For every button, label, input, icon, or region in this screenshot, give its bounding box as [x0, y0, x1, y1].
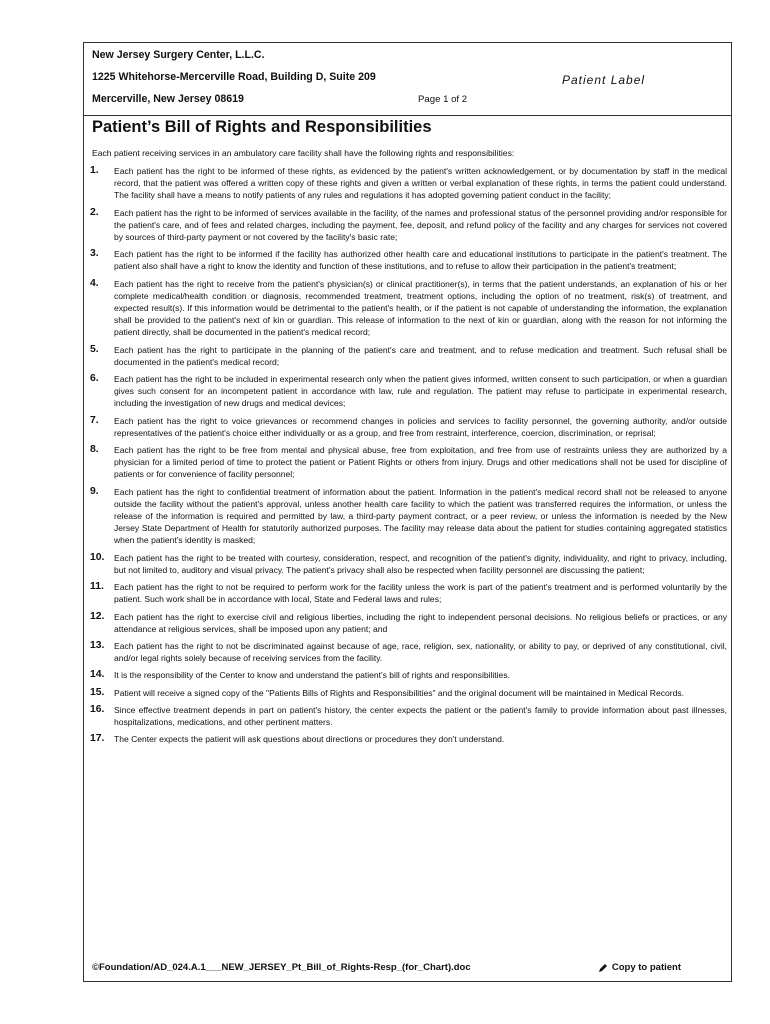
list-item-number: 14.	[90, 669, 105, 681]
list-item	[90, 704, 727, 728]
org-city: Mercerville, New Jersey 08619	[92, 93, 244, 105]
org-name: New Jersey Surgery Center, L.L.C.	[92, 49, 265, 61]
list-item-text: Each patient has the right to voice grievances or recommend changes in policies and services to facility personnel, the governing authority, and/or outside representatives of the patient's choice either individually or as a group, and free from restraint, interference, coercion, discrimination, or reprisal;	[114, 415, 727, 438]
list-item	[90, 669, 727, 681]
list-item-number: 12.	[90, 610, 105, 622]
list-item-number: 1.	[90, 165, 99, 176]
list-item-number: 16.	[90, 703, 105, 715]
list-item-number: 8.	[90, 444, 99, 456]
list-item	[90, 581, 727, 605]
list-item-text: Each patient has the right to participate in the planning of the patient's care and treatment, and to refuse medication and treatment. Such refusal shall be documented in the patient's medical record;	[114, 344, 727, 367]
list-item-number: 15.	[90, 686, 105, 698]
list-item	[90, 444, 727, 481]
rights-list	[90, 165, 727, 750]
patient-label: Patient Label	[562, 73, 646, 87]
list-item-text: Each patient has the right to be treated with courtesy, consideration, respect, and recognition of the patient's dignity, individuality, and right to privacy, including, but not limited to, auditory and visual privacy. The patient's privacy shall also be respected when facility personnel are discussing the patient;	[114, 552, 727, 575]
list-item-text: It is the responsibility of the Center to know and understand the patient's bill of rights and responsibilities.	[114, 670, 510, 681]
list-item	[90, 486, 727, 547]
list-item-text: Patient will receive a signed copy of the "Patients Bills of Rights and Responsibilities" and the original document will be maintained in Medical Records.	[114, 687, 684, 698]
list-item-text: Each patient has the right to not be required to perform work for the facility unless the work is part of the patient's treatment and is performed voluntarily by the patient. Such work shall be in accordance with local, State and Federal laws and rules;	[114, 582, 727, 605]
list-item	[90, 552, 727, 576]
document-page	[83, 42, 732, 982]
list-item-number: 17.	[90, 733, 105, 745]
list-item-number: 3.	[90, 248, 99, 260]
footer-copy	[598, 962, 681, 973]
list-item-text: Each patient has the right to be informed if the facility has authorized other health care and educational institutions to participate in the patient's treatment. The patient also shall have a right to know the identity and function of these institutions, and to refuse to allow their participation in the patient's treatment;	[114, 249, 727, 272]
list-item-text: Each patient has the right to confidential treatment of information about the patient. Information in the patient's medical record shall not be released to anyone outside the facility without the patient's approval, unless another health care facility to which the patient was transferred requires the information, or unless the release of the information is required and permitted by law, a third-party payment contract, or a peer review, or unless the information is needed by the New Jersey State Department of Health for statutorily authorized purposes. The facility may release data about the patient for studies containing aggregated statistics when the patient's identity is masked;	[114, 486, 727, 546]
list-item	[90, 640, 727, 664]
list-item-number: 11.	[90, 581, 104, 593]
page-number: Page 1 of 2	[418, 94, 468, 105]
list-item-number: 10.	[90, 551, 105, 563]
list-item	[90, 373, 727, 410]
list-item-text: Each patient has the right to be informed of these rights, as evidenced by the patient's written acknowledgement, or by documentation by staff in the medical record, that the patient was offered a written copy of these rights and given a written or verbal explanation of these rights, in terms the patient could understand. The facility shall have a means to notify patients of any rules and regulations it has adopted governing patient conduct in the facility;	[114, 166, 727, 201]
list-item-text: Each patient has the right to exercise civil and religious liberties, including the right to independent personal decisions. No religious beliefs or practices, or any attendance at religious services, shall be imposed upon any patient; and	[114, 611, 727, 634]
document-header	[84, 43, 731, 116]
list-item-number: 13.	[90, 639, 105, 651]
list-item	[90, 344, 727, 368]
list-item-text: Since effective treatment depends in part on patient's history, the center expects the patient or the patient's family to provide information about past illnesses, hospitalizations, medications, and other pertinent matters.	[114, 704, 727, 727]
intro-text: Each patient receiving services in an ambulatory care facility shall have the following rights and responsibilities:	[92, 148, 515, 158]
list-item-text: Each patient has the right to be free from mental and physical abuse, free from exploitation, and free from use of restraints unless they are authorized by a physician for a limited period of time to protect the patient or Patient Rights or others from injury. Drugs and other medications shall not be used for discipline of patients or for convenience of facility personnel;	[114, 445, 727, 480]
list-item-text: Each patient has the right to receive from the patient's physician(s) or clinical practitioner(s), in terms that the patient understands, an explanation of his or her complete medical/health condition or diagnosis, recommended treatment, treatment options, including the option of no treatment, risk(s) of treatment, and expected result(s). If this information would be detrimental to the patient's health, or if the patient is not capable of understanding the information, the explanation shall be provided to the patient's next of kin or guardian. This release of information to the next of kin or guardian, along with the reason for not informing the patient directly, shall be documented in the patient's medical record;	[114, 278, 727, 338]
list-item	[90, 278, 727, 339]
list-item-number: 6.	[90, 373, 99, 385]
list-item	[90, 611, 727, 635]
list-item	[90, 733, 727, 745]
list-item-text: Each patient has the right to not be discriminated against because of age, race, religion, sex, nationality, or ability to pay, or deprived of any constitutional, civil, and/or legal rights solely because of receiving services from the facility.	[114, 640, 727, 664]
list-item-text: The Center expects the patient will ask questions about directions or procedures they don't understand.	[114, 734, 505, 745]
list-item-number: 2.	[90, 206, 99, 218]
list-item	[90, 687, 727, 699]
pencil-icon	[598, 963, 608, 973]
page-title: Patient’s Bill of Rights and Responsibilities	[92, 118, 432, 136]
list-item	[90, 207, 727, 244]
list-item-number: 7.	[90, 414, 99, 426]
list-item	[90, 248, 727, 272]
list-item	[90, 415, 727, 439]
list-item	[90, 165, 727, 202]
org-address: 1225 Whitehorse-Mercerville Road, Building D, Suite 209	[92, 71, 376, 83]
list-item-text: Each patient has the right to be included in experimental research only when the patient gives informed, written consent to such participation, or when a guardian gives such consent for an incompetent patient in accordance with law, rule and regulation. The patient may refuse to participate in experimental research, including the investigation of new drugs and medical devices;	[114, 374, 727, 409]
copy-to-patient-label: Copy to patient	[611, 962, 681, 973]
list-item-number: 9.	[90, 485, 99, 497]
list-item-number: 4.	[90, 277, 99, 289]
list-item-number: 5.	[90, 343, 99, 355]
list-item-text: Each patient has the right to be informed of services available in the facility, of the names and professional status of the personnel providing and/or responsible for the patient's care, and of fees and related charges, including the payment, fee, deposit, and refund policy of the facility and any charges for services not covered by sources of third-party payment or not covered by the facility's basic rate;	[114, 207, 727, 243]
footer-doc-name: ©Foundation/AD_024.A.1___NEW_JERSEY_Pt_Bill_of_Rights-Resp_(for_Chart).doc	[92, 962, 471, 973]
